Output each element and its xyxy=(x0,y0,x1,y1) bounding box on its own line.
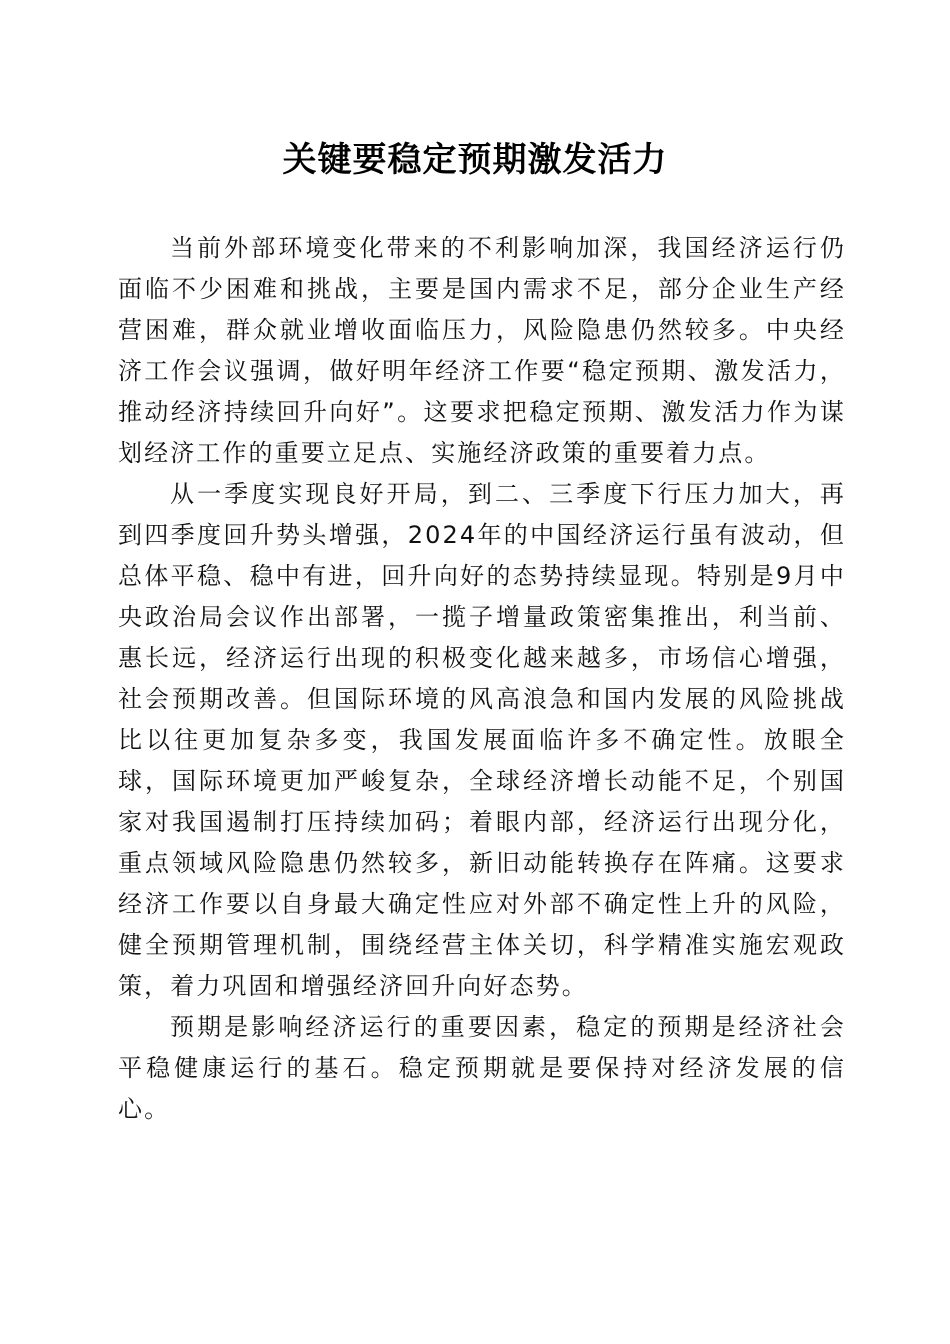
document-title: 关键要稳定预期激发活力 xyxy=(282,140,668,180)
paragraph-1: 当前外部环境变化带来的不利影响加深，我国经济运行仍面临不少困难和挑战，主要是国内需求不足，部分企业生产经营困难，群众就业增收面临压力，风险隐患仍然较多。中央经济工作会议强调，做好明年经济工作要“稳定预期、激发活力，推动经济持续回升向好”。这要求把稳定预期、激发活力作为谋划经济工作的重要立足点、实施经济政策的重要着力点。 xyxy=(118,234,846,467)
document-body xyxy=(118,228,846,1130)
paragraph-2: 从一季度实现良好开局，到二、三季度下行压力加大，再到四季度回升势头增强，2024年的中国经济运行虽有波动，但总体平稳、稳中有进，回升向好的态势持续显现。特别是9月中央政治局会议作出部署，一揽子增量政策密集推出，利当前、惠长远，经济运行出现的积极变化越来越多，市场信心增强，社会预期改善。但国际环境的风高浪急和国内发展的风险挑战比以往更加复杂多变，我国发展面临许多不确定性。放眼全球，国际环境更加严峻复杂，全球经济增长动能不足，个别国家对我国遏制打压持续加码；着眼内部，经济运行出现分化，重点领域风险隐患仍然较多，新旧动能转换存在阵痛。这要求经济工作要以自身最大确定性应对外部不确定性上升的风险，健全预期管理机制，围绕经营主体关切，科学精准实施宏观政策，着力巩固和增强经济回升向好态势。 xyxy=(118,480,846,1000)
paragraph-3: 预期是影响经济运行的重要因素，稳定的预期是经济社会平稳健康运行的基石。稳定预期就是要保持对经济发展的信心。 xyxy=(118,1013,846,1123)
